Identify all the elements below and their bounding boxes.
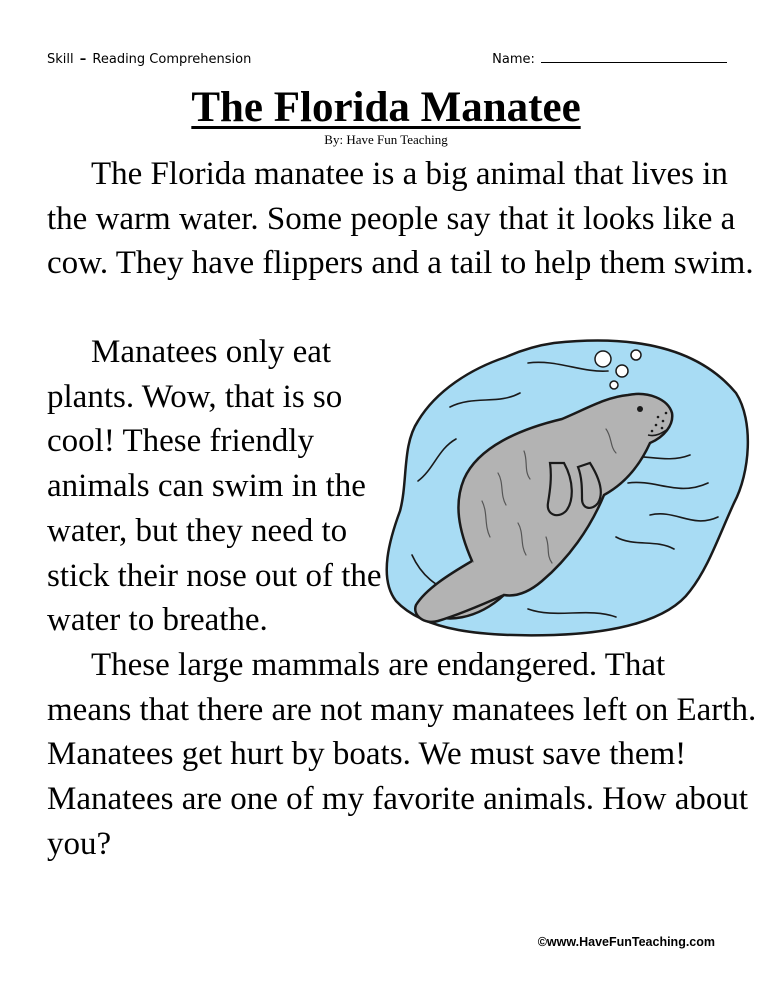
story-paragraph-3 — [47, 643, 757, 867]
manatee-eye — [637, 406, 643, 412]
page-title: The Florida Manatee — [191, 84, 581, 131]
story-paragraph-1 — [47, 152, 757, 286]
name-label: Name: — [492, 52, 535, 67]
copyright-footer: ©www.HaveFunTeaching.com — [537, 935, 715, 949]
manatee-illustration — [378, 333, 758, 643]
skill-label — [47, 52, 251, 67]
byline: By: Have Fun Teaching — [324, 132, 448, 147]
skill-label-text: Skill — [47, 52, 74, 67]
name-field — [492, 52, 727, 67]
story-paragraph-3-text: These large mammals are endangered. That means that there are not many manatees left on Earth. Manatees get hurt by boats. We must save them! Manatees are one of my favorite animals. How about you? — [47, 647, 757, 862]
manatee-flipper — [548, 463, 572, 515]
worksheet-header — [47, 52, 727, 72]
manatee-illustration-svg — [378, 333, 758, 643]
name-blank-line — [541, 52, 727, 63]
story-paragraph-2 — [47, 330, 387, 643]
story-paragraph-2-text: Manatees only eat plants. Wow, that is so cool! These friendly animals can swim in the water, but they need to stick their nose out of the water to breathe. — [47, 334, 382, 639]
skill-dash: – — [79, 52, 87, 67]
skill-value: Reading Comprehension — [92, 52, 252, 67]
story-paragraph-1-text: The Florida manatee is a big animal that lives in the warm water. Some people say that it looks like a cow. They have flippers and a tail to help them swim. — [47, 156, 754, 282]
